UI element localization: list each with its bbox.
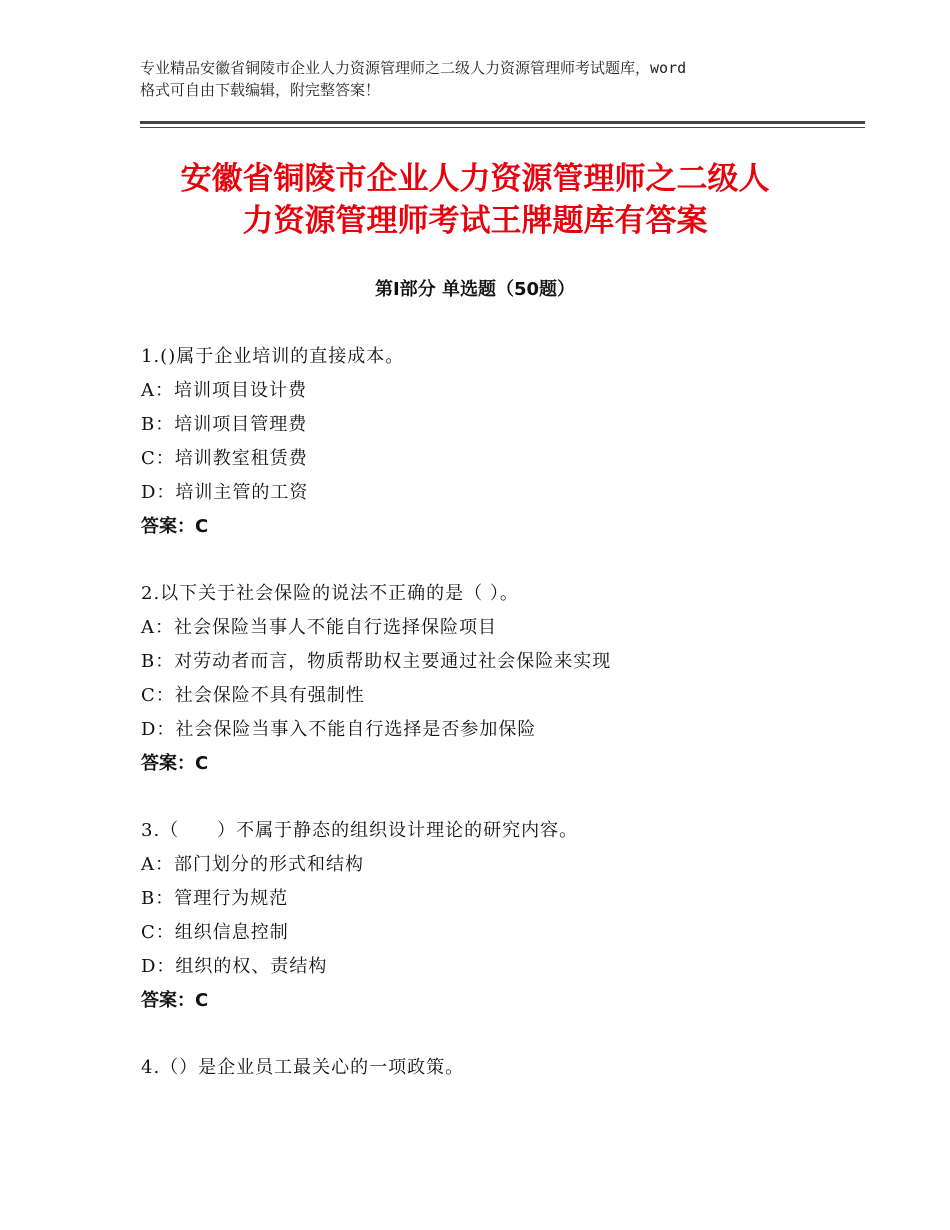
option-d: D：组织的权、责结构: [141, 956, 328, 977]
header-note: [140, 57, 840, 101]
question-1: [141, 340, 861, 544]
option-b: B：管理行为规范: [141, 888, 289, 909]
option-a: A：部门划分的形式和结构: [141, 854, 364, 875]
question-stem: 3.（ ）不属于静态的组织设计理论的研究内容。: [141, 820, 579, 841]
option-b: B：培训项目管理费: [141, 414, 308, 435]
question-stem: 4.（）是企业员工最关心的一项政策。: [141, 1057, 465, 1078]
header-note-line-1: 专业精品安徽省铜陵市企业人力资源管理师之二级人力资源管理师考试题库，word: [140, 59, 687, 77]
question-list: [141, 340, 861, 1118]
answer: 答案：C: [141, 516, 209, 537]
header-note-line-2: 格式可自由下载编辑，附完整答案！: [140, 81, 381, 99]
option-a: A：培训项目设计费: [141, 380, 307, 401]
document-title: [100, 158, 850, 242]
question-stem: 1.()属于企业培训的直接成本。: [141, 346, 405, 367]
option-d: D：培训主管的工资: [141, 482, 309, 503]
answer: 答案：C: [141, 753, 209, 774]
section-heading: 第Ⅰ部分 单选题（50题）: [374, 279, 575, 300]
question-2: [141, 577, 861, 781]
option-b: B：对劳动者而言，物质帮助权主要通过社会保险来实现: [141, 651, 612, 672]
question-4: [141, 1051, 861, 1085]
option-c: C：组织信息控制: [141, 922, 289, 943]
title-line-2: 力资源管理师考试王牌题库有答案: [242, 203, 708, 239]
header-divider-thick: [140, 121, 865, 124]
title-line-1: 安徽省铜陵市企业人力资源管理师之二级人: [180, 161, 770, 197]
option-c: C：培训教室租赁费: [141, 448, 308, 469]
question-stem: 2.以下关于社会保险的说法不正确的是（ ）。: [141, 583, 519, 604]
header-divider-thin: [140, 127, 865, 128]
answer: 答案：C: [141, 990, 209, 1011]
question-3: [141, 814, 861, 1018]
option-a: A：社会保险当事人不能自行选择保险项目: [141, 617, 497, 638]
option-d: D：社会保险当事入不能自行选择是否参加保险: [141, 719, 537, 740]
option-c: C：社会保险不具有强制性: [141, 685, 365, 706]
